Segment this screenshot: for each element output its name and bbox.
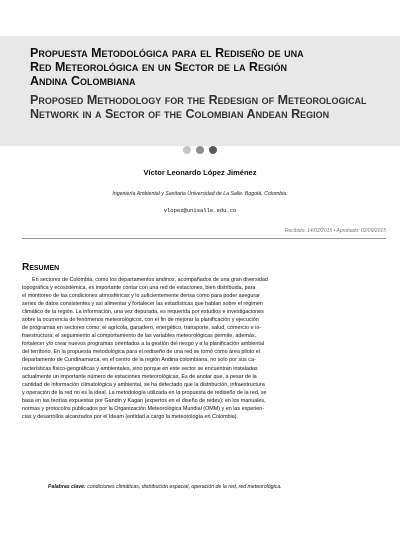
- dot-medium-icon: [196, 146, 204, 154]
- author-affiliation: Ingeniería Ambiental y Sanitaria Universidad de La Salle. Bogotá, Colombia.: [112, 191, 288, 197]
- abstract-line: basa en las teorías expuestas por Gandin y Kagan (expertos en el diseño de redes); en los manuales,: [22, 397, 266, 404]
- spanish-title: [30, 46, 380, 88]
- abstract-heading: Resumen: [22, 262, 60, 273]
- decorative-dots: [183, 146, 217, 154]
- abstract-line: racterísticas físico-geográficas y ambientales, sino porque en este sector se encuentran instaladas: [22, 365, 258, 372]
- abstract-line: departamento de Cundinamarca, en el centro de la región Andina colombiana, no solo por sus ca-: [22, 357, 256, 364]
- abstract-line: series de datos consistentes y así alimentar y fortalecer las estadísticas que hablan sobre el régimen: [22, 301, 263, 308]
- abstract-line: topográfica y ecosistémica, es importante contar con una red de estaciones, bien distribuida, para: [22, 285, 256, 292]
- abstract-line: sobre la ocurrencia de fenómenos meteorológicos, con el fin de mejorar la planificación y ejecución: [22, 317, 259, 324]
- english-title: [30, 93, 380, 121]
- abstract-line: y operación de la red no es la ideal. La metodología utilizada en la propuesta de rediseño de la red, se: [22, 389, 267, 396]
- keywords: [48, 484, 386, 490]
- dot-dark-icon: [209, 146, 217, 154]
- abstract-body: [22, 276, 386, 421]
- keywords-label: Palabras clave:: [48, 484, 86, 490]
- abstract-line: climático de la región. La información, una vez depurada, es requerida por estudios e investigaciones: [22, 309, 264, 316]
- received-approved-dates: Recibido: 14/02/2015 • Aprobado: 02/09/2015: [284, 228, 386, 234]
- abstract-line: cantidad de información climatológica y ambiental, se ha detectado que la distribución, infraestructura: [22, 381, 265, 388]
- spanish-title-line: Andina Colombiana: [30, 74, 136, 88]
- abstract-line: cias y desarrollos alcanzados por el Ideam (entidad a cargo la meteorología en Colombia).: [22, 413, 239, 420]
- abstract-line: fortalecer y/o crear nuevos programas orientados a la gestión del riesgo y a la planificación ambiental: [22, 341, 265, 348]
- abstract-line: fraestructura; el seguimiento al comportamiento de las variables meteorológicas permite, además,: [22, 333, 257, 340]
- dot-light-icon: [183, 146, 191, 154]
- english-title-line: Network in a Sector of the Colombian Andean Region: [30, 107, 330, 121]
- abstract-line: normas y protocolos publicados por la Organización Meteorológica Mundial (OMM) y en las experien-: [22, 405, 265, 412]
- abstract-line: actualmente un importante número de estaciones meteorológicas. Es de anotar que, a pesar de la: [22, 373, 257, 380]
- author-email[interactable]: vlopez@unisalle.edu.co: [163, 207, 237, 214]
- abstract-line: En sectores de Colombia, como los departamentos andinos, acompañados de una gran diversidad: [32, 277, 268, 283]
- english-title-line: Proposed Methodology for the Redesign of Meteorological: [30, 93, 367, 107]
- abstract-line: del territorio. En la propuesta metodológica para el rediseño de una red se tomó como área piloto el: [22, 349, 260, 356]
- keywords-text: condiciones climáticas, distribución espacial, operación de la red, red meteorológica.: [87, 484, 282, 490]
- divider: [22, 238, 386, 239]
- abstract-line: el monitoreo de las condiciones atmosféricas y lo suficientemente densa como para poder asegurar: [22, 293, 260, 300]
- author-name: Víctor Leonardo López Jiménez: [143, 168, 257, 177]
- abstract-line: de programas en sectores como: el agrícola, ganadero, energético, transporte, salud, comercio e in-: [22, 325, 262, 332]
- spanish-title-line: Red Meteorológica en un Sector de la Región: [30, 60, 287, 74]
- spanish-title-line: Propuesta Metodológica para el Rediseño de una: [30, 46, 304, 60]
